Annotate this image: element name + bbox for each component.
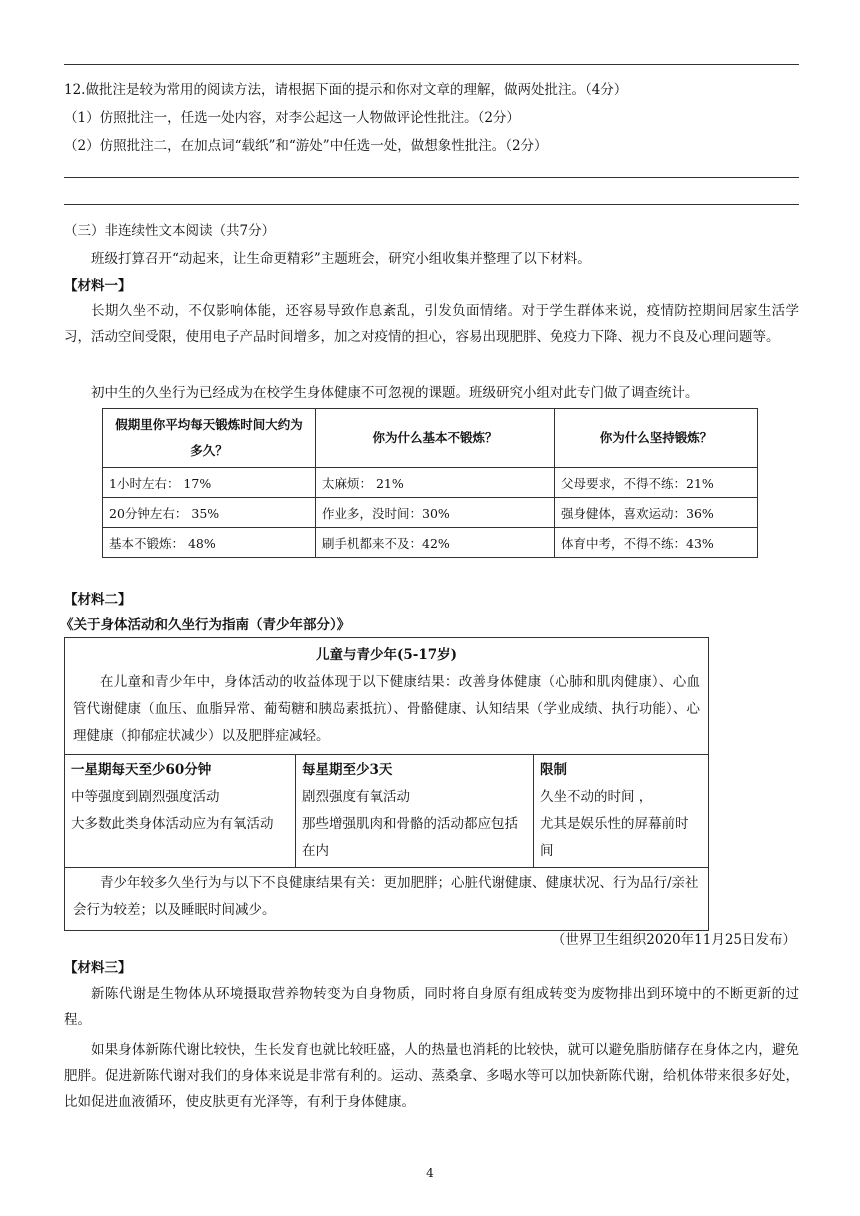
material-1-label: 【材料一】 [64, 278, 132, 294]
material-1-paragraph-2: 初中生的久坐行为已经成为在校学生身体健康不可忽视的课题。班级研究小组对此专门做了调查统计。 [91, 385, 699, 401]
table-header: 你为什么基本不锻炼？ [316, 409, 555, 468]
guideline-bottom-text: 青少年较多久坐行为与以下不良健康结果有关：更加肥胖；心脏代谢健康、健康状况、行为品行/亲社会行为较差；以及睡眠时间减少。 [73, 875, 699, 918]
material-3-paragraph-2: 如果身体新陈代谢比较快，生长发育也就比较旺盛，人的热量也消耗的比较快，就可以避免脂肪储存在身体之内，避免肥胖。促进新陈代谢对我们的身体来说是非常有利的。运动、蒸桑拿、多喝水等可以加快新陈代谢，给机体带来很多好处，比如促进血液循环，使皮肤更有光泽等，有利于身体健康。 [64, 1042, 799, 1110]
section-title: （三）非连续性文本阅读（共7分） [64, 223, 276, 239]
guideline-heading: 儿童与青少年(5-17岁) [315, 647, 458, 663]
table-cell: 体育中考，不得不练：43% [555, 528, 758, 558]
table-header-row [103, 409, 758, 468]
material-2-label: 【材料二】 [64, 592, 132, 608]
col-line: 那些增强肌肉和骨骼的活动都应包括在内 [302, 816, 518, 859]
guideline-col-weekly [296, 755, 534, 867]
table-header: 你为什么坚持锻炼？ [555, 409, 758, 468]
survey-table [102, 408, 758, 558]
answer-line [64, 177, 799, 178]
table-cell: 1小时左右： 17% [103, 468, 316, 498]
table-cell: 太麻烦： 21% [316, 468, 555, 498]
col-title: 限制 [540, 762, 567, 778]
table-cell: 父母要求，不得不练：21% [555, 468, 758, 498]
answer-line [64, 204, 799, 205]
col-line: 中等强度到剧烈强度活动 [71, 789, 220, 805]
source-note: （世界卫生组织2020年11月25日发布） [551, 932, 796, 948]
material-1-paragraph-1: 长期久坐不动，不仅影响体能，还容易导致作息紊乱，引发负面情绪。对于学生群体来说，疫情防控期间居家生活学习，活动空间受限，使用电子产品时间增多，加之对疫情的担心，容易出现肥胖、免疫力下降、视力不良及心理问题等。 [64, 303, 799, 345]
guideline-box [64, 637, 709, 931]
section-intro: 班级打算召开“动起来，让生命更精彩”主题班会，研究小组收集并整理了以下材料。 [91, 251, 591, 267]
guideline-col-daily [65, 755, 296, 867]
question-12-sub1: （1）仿照批注一，任选一处内容，对李公起这一人物做评论性批注。（2分） [64, 110, 520, 126]
col-line: 久坐不动的时间 ， [540, 789, 653, 805]
table-cell: 强身健体，喜欢运动：36% [555, 498, 758, 528]
answer-line [64, 64, 799, 65]
guideline-text: 在儿童和青少年中，身体活动的收益体现于以下健康结果：改善身体健康（心肺和肌肉健康）、心血管代谢健康（血压、血脂异常、葡萄糖和胰岛素抵抗）、骨骼健康、认知结果（学业成绩、执行功能）、心理健康（抑郁症状减少）以及肥胖症减轻。 [73, 674, 700, 744]
guideline-col-limit [534, 755, 706, 867]
col-line: 剧烈强度有氧活动 [302, 789, 410, 805]
question-12-title: 12.做批注是较为常用的阅读方法，请根据下面的提示和你对文章的理解，做两处批注。（4分） [64, 82, 628, 98]
table-row [103, 468, 758, 498]
col-title: 每星期至少3天 [302, 762, 393, 778]
col-line: 大多数此类身体活动应为有氧活动 [71, 816, 274, 832]
col-line: 尤其是娱乐性的屏幕前时间 [540, 816, 689, 859]
table-row [103, 528, 758, 558]
table-row [103, 498, 758, 528]
guideline-title: 《关于身体活动和久坐行为指南（青少年部分）》 [60, 617, 351, 633]
col-title: 一星期每天至少60分钟 [71, 762, 212, 778]
question-12-sub2: （2）仿照批注二，在加点词“载纸”和“游处”中任选一处，做想象性批注。（2分） [64, 138, 548, 154]
table-cell: 刷手机都来不及：42% [316, 528, 555, 558]
table-cell: 作业多，没时间：30% [316, 498, 555, 528]
material-3-paragraph-1: 新陈代谢是生物体从环境摄取营养物转变为自身物质，同时将自身原有组成转变为废物排出到环境中的不断更新的过程。 [64, 986, 799, 1028]
guideline-intro [65, 638, 708, 755]
guideline-columns [65, 755, 708, 868]
page-number: 4 [426, 1166, 434, 1180]
material-3-label: 【材料三】 [64, 960, 132, 976]
table-cell: 基本不锻炼： 48% [103, 528, 316, 558]
table-header: 假期里你平均每天锻炼时间大约为多久？ [103, 409, 316, 468]
table-cell: 20分钟左右： 35% [103, 498, 316, 528]
